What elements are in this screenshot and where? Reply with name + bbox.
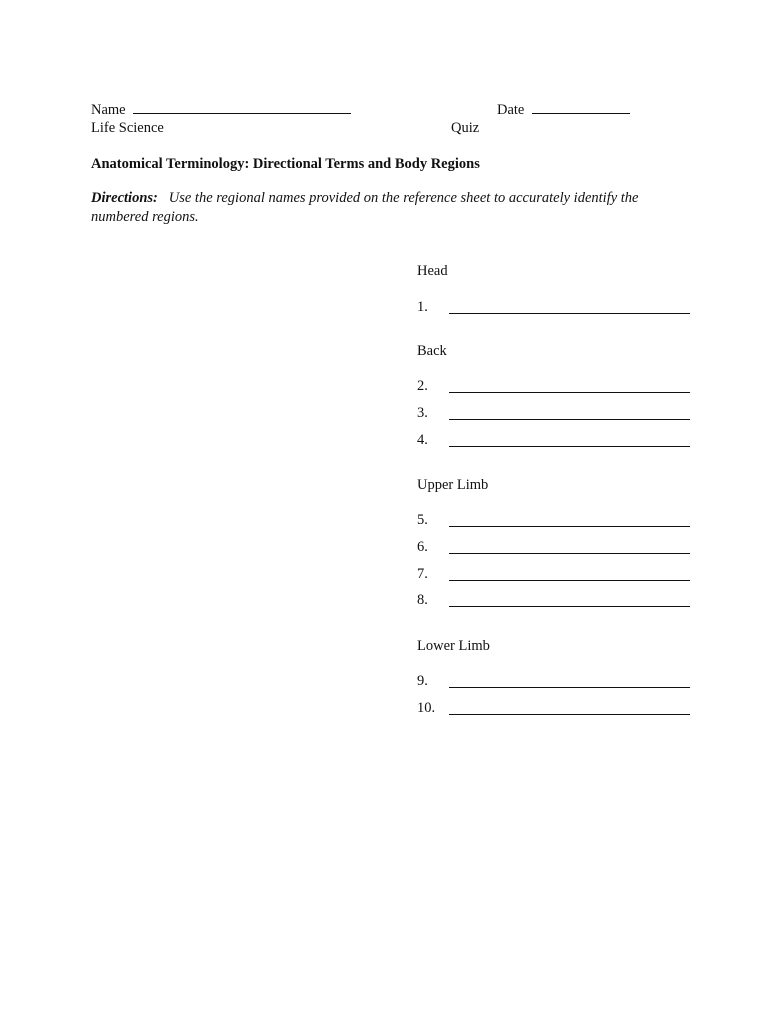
answer-blank-10[interactable]	[449, 714, 690, 715]
answer-blank-8[interactable]	[449, 606, 690, 607]
item-number: 7.	[417, 566, 428, 582]
item-number: 3.	[417, 405, 428, 421]
answer-blank-3[interactable]	[449, 419, 690, 420]
answer-blank-6[interactable]	[449, 553, 690, 554]
answer-blank-9[interactable]	[449, 687, 690, 688]
date-label: Date	[497, 102, 525, 118]
item-number: 2.	[417, 378, 428, 394]
page-title: Anatomical Terminology: Directional Terms and Body Regions	[91, 156, 480, 172]
section-heading-upper-limb: Upper Limb	[417, 477, 489, 493]
section-heading-back: Back	[417, 343, 447, 359]
directions-paragraph	[91, 189, 681, 227]
section-heading-head: Head	[417, 263, 448, 279]
answer-blank-4[interactable]	[449, 446, 690, 447]
item-number: 9.	[417, 673, 428, 689]
item-number: 4.	[417, 432, 428, 448]
course-label: Life Science	[91, 120, 164, 136]
directions-label: Directions:	[91, 190, 158, 206]
item-number: 5.	[417, 512, 428, 528]
item-number: 6.	[417, 539, 428, 555]
directions-text: Use the regional names provided on the reference sheet to accurately identify the numbered regions.	[91, 190, 639, 225]
answer-blank-7[interactable]	[449, 580, 690, 581]
answer-blank-1[interactable]	[449, 313, 690, 314]
answer-blank-2[interactable]	[449, 392, 690, 393]
section-heading-lower-limb: Lower Limb	[417, 638, 490, 654]
item-number: 10.	[417, 700, 436, 716]
quiz-label: Quiz	[451, 120, 480, 136]
date-field[interactable]	[497, 101, 630, 119]
name-field[interactable]	[91, 101, 351, 119]
name-label: Name	[91, 102, 126, 118]
date-blank[interactable]	[532, 101, 630, 114]
name-blank[interactable]	[133, 101, 351, 114]
item-number: 1.	[417, 299, 428, 315]
answer-blank-5[interactable]	[449, 526, 690, 527]
item-number: 8.	[417, 592, 428, 608]
